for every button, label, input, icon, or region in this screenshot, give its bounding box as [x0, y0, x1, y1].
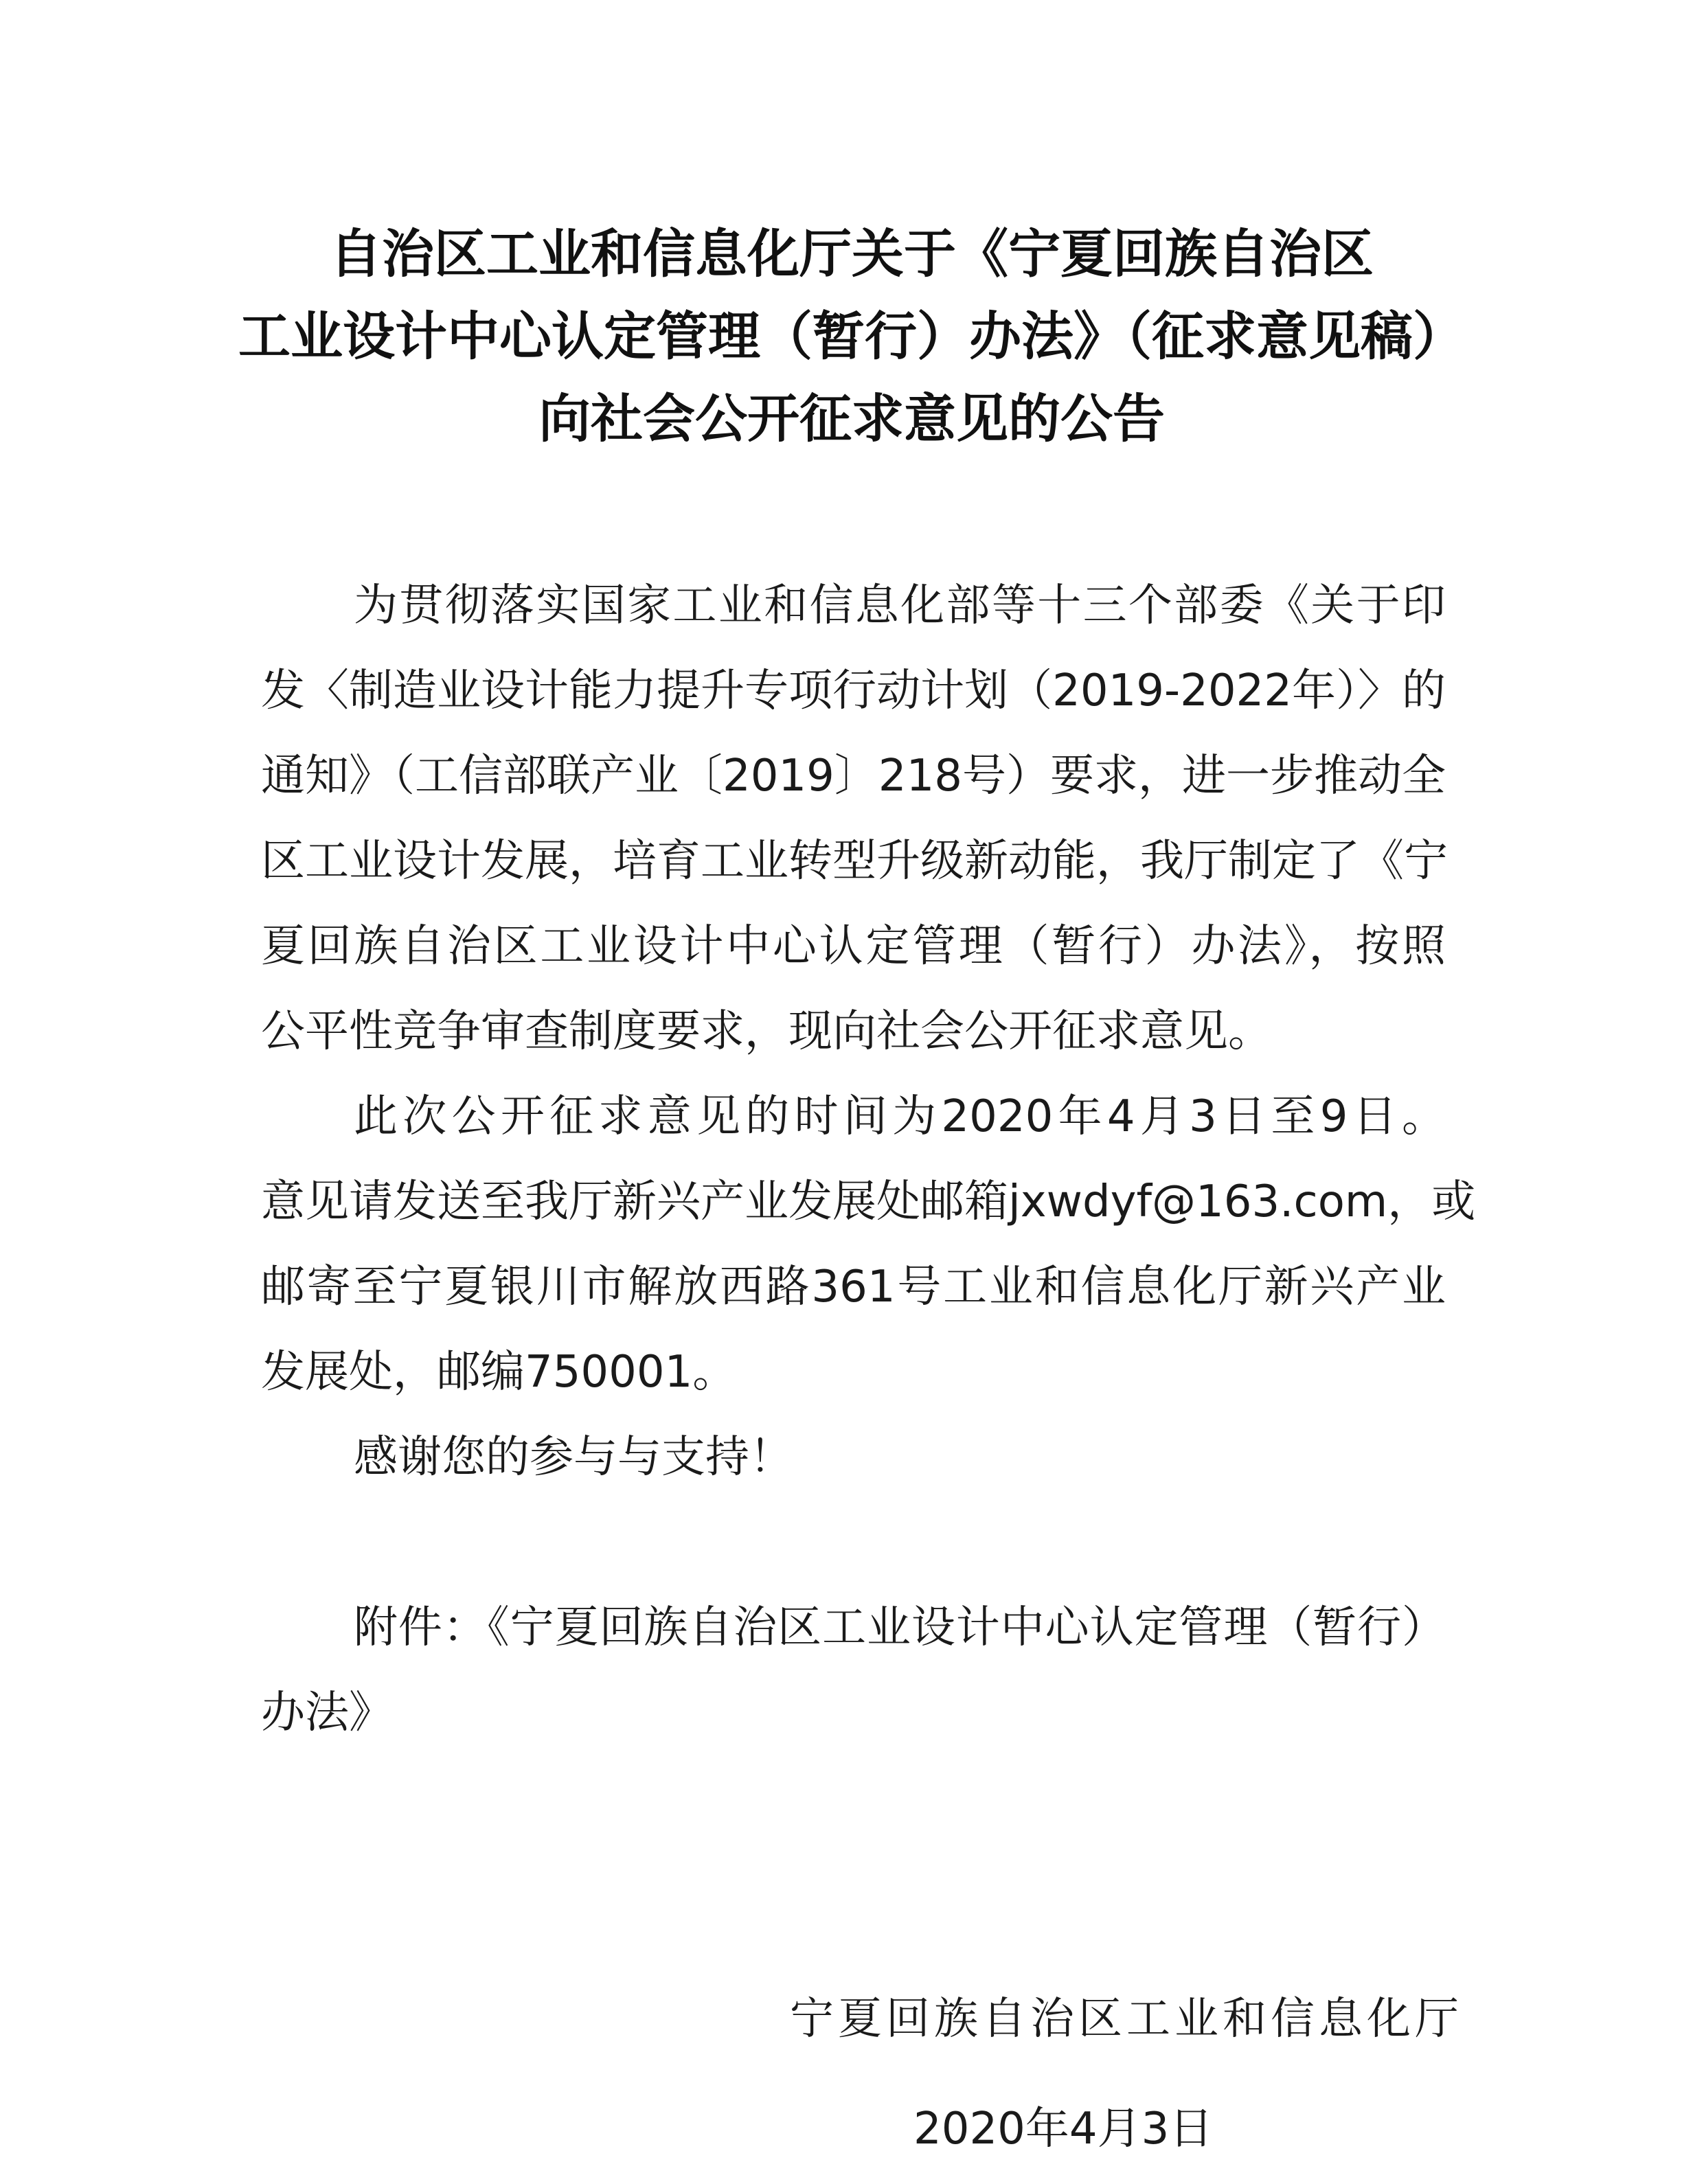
title-line-2: 工业设计中心认定管理（暂行）办法》（征求意见稿）	[238, 306, 1465, 367]
attachment-line: 附件：《宁夏回族自治区工业设计中心认定管理（暂行）	[354, 1602, 1446, 1653]
paragraph-line: 此次公开征求意见的时间为2020年4月3日至9日。	[354, 1091, 1446, 1142]
document-body	[261, 563, 1476, 1755]
paragraph-purpose	[261, 563, 1446, 1074]
attachment-note	[261, 1585, 1446, 1755]
paragraph-line-email: 意见请发送至我厅新兴产业发展处邮箱jxwdyf@163.com，或	[261, 1176, 1476, 1227]
paragraph-line: 通知》（工信部联产业〔2019〕218号）要求，进一步推动全	[261, 751, 1446, 801]
signature-block	[790, 1964, 1463, 2184]
attachment-line: 办法》	[261, 1687, 393, 1738]
document-title	[206, 213, 1497, 460]
signature-organization: 宁夏回族自治区工业和信息化厅	[790, 1994, 1463, 2045]
paragraph-line: 为贯彻落实国家工业和信息化部等十三个部委《关于印	[354, 580, 1446, 631]
signature-date: 2020年4月3日	[913, 2104, 1214, 2154]
paragraph-line-postcode: 发展处，邮编750001。	[261, 1347, 737, 1398]
title-line-3: 向社会公开征求意见的公告	[538, 388, 1165, 449]
paragraph-line-address: 邮寄至宁夏银川市解放西路361号工业和信息化厅新兴产业	[261, 1262, 1446, 1312]
paragraph-line: 发〈制造业设计能力提升专项行动计划（2019-2022年）〉的	[261, 666, 1446, 716]
spacer	[261, 1500, 1446, 1585]
title-line-1: 自治区工业和信息化厅关于《宁夏回族自治区	[330, 223, 1374, 284]
paragraph-line: 公平性竞争审查制度要求，现向社会公开征求意见。	[261, 1006, 1272, 1057]
paragraph-consultation	[261, 1074, 1476, 1415]
thanks-text: 感谢您的参与与支持！	[354, 1432, 793, 1483]
paragraph-line: 区工业设计发展，培育工业转型升级新动能，我厅制定了《宁	[261, 836, 1448, 887]
paragraph-line: 夏回族自治区工业设计中心认定管理（暂行）办法》，按照	[261, 921, 1446, 972]
